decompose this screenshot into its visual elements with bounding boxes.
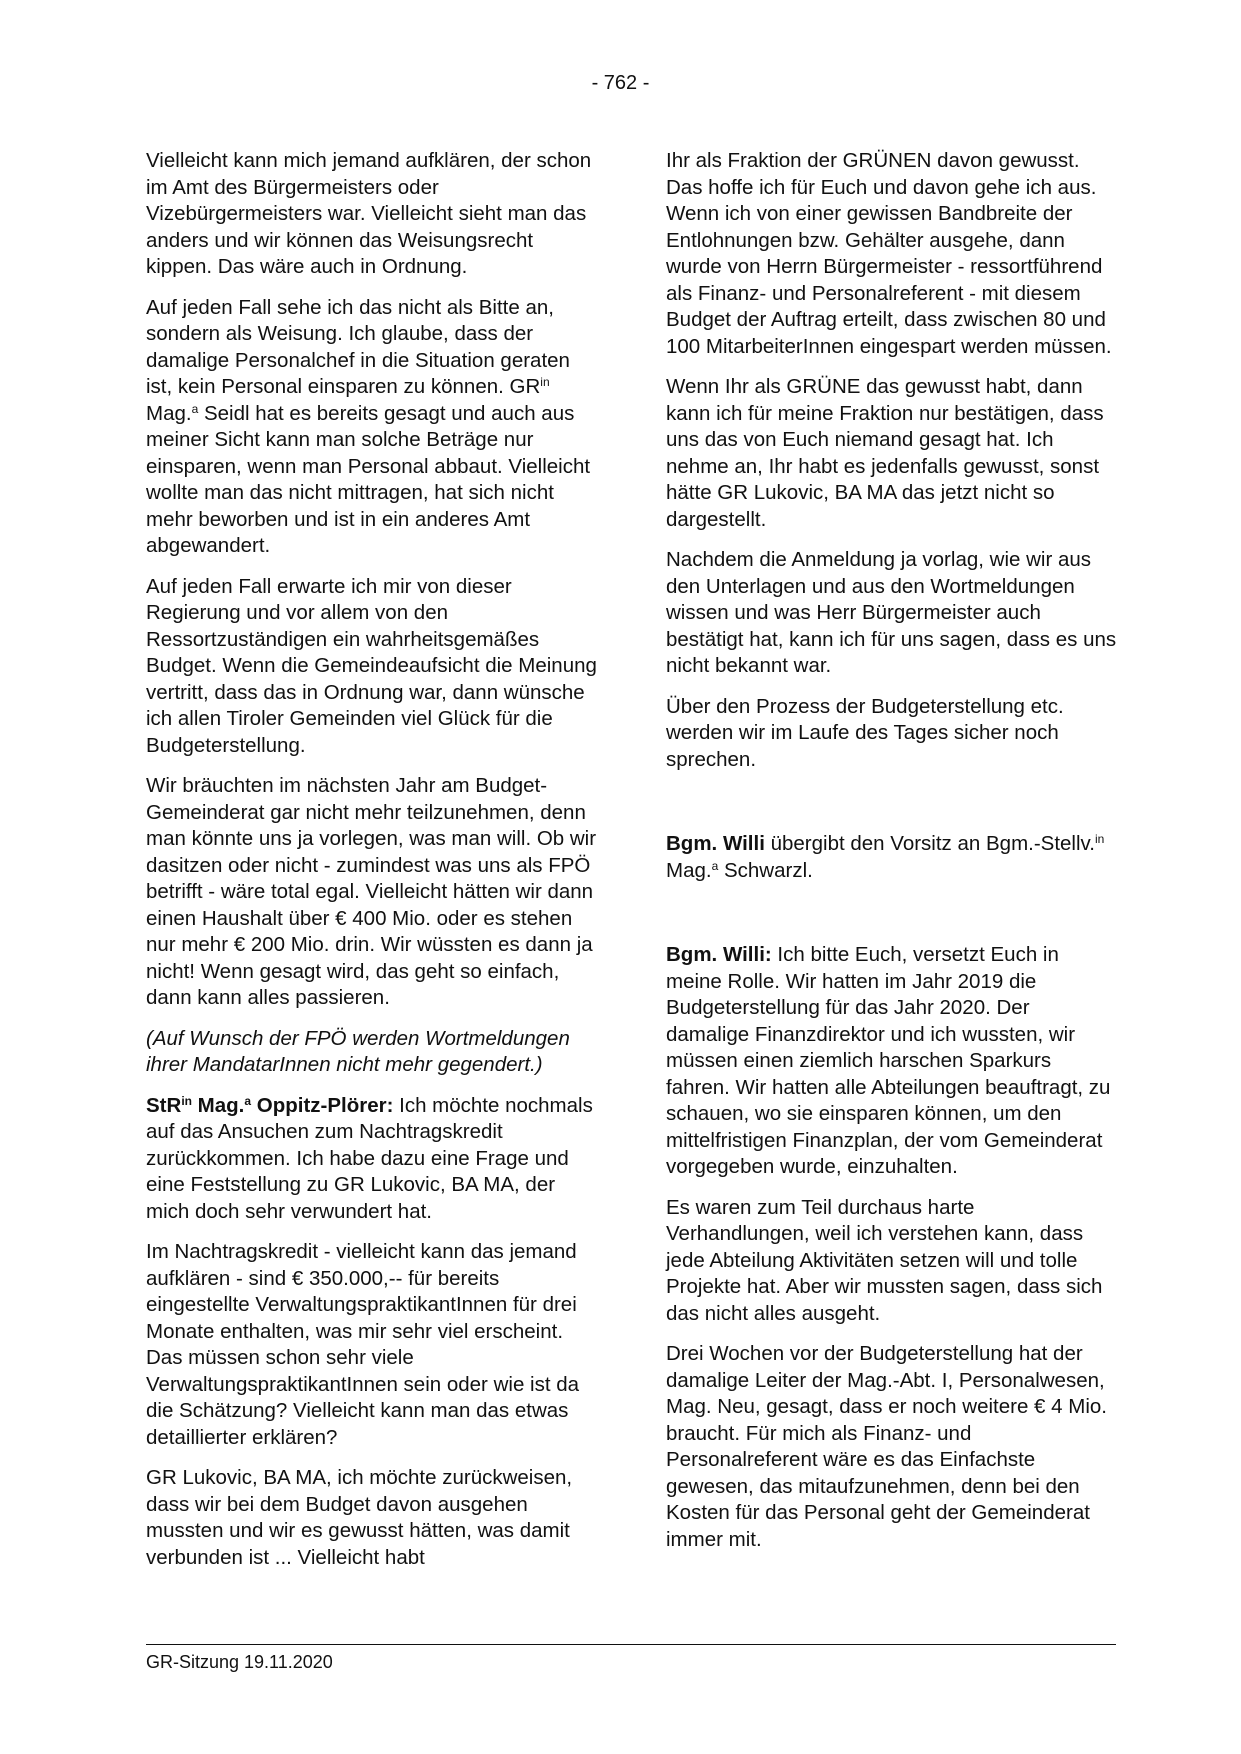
paragraph: Vielleicht kann mich jemand aufklären, der schon im Amt des Bürgermeisters oder Vizebürgermeisters war. Vielleicht sieht man das anders und wir können das Weisungsrecht kippen. Das wäre auch in Ordnung. (146, 149, 592, 278)
superscript: in (1094, 832, 1105, 846)
paragraph: Über den Prozess der Budgeterstellung etc. werden wir im Laufe des Tages sicher noch sprechen. (666, 694, 1064, 771)
paragraph: Es waren zum Teil durchaus harte Verhandlungen, weil ich verstehen kann, dass jede Abteilung Aktivitäten setzen will und tolle Projekte hat. Aber wir mussten sagen, dass sich das nicht alles ausgeht. (666, 1195, 1103, 1325)
spacer (666, 898, 1118, 942)
paragraph: Nachdem die Anmeldung ja vorlag, wie wir aus den Unterlagen und aus den Wortmeldungen wissen und was Herr Bürgermeister auch bestätigt hat, kann ich für uns sagen, dass es uns nicht bekannt war. (666, 548, 1117, 677)
superscript: a (711, 858, 719, 873)
speaker-name: Bgm. Willi (666, 832, 765, 855)
right-column (666, 148, 1118, 1567)
speaker-paragraph (146, 1093, 598, 1226)
paragraph: Auf jeden Fall erwarte ich mir von dieser Regierung und vor allem von den Ressortzuständigen ein wahrheitsgemäßes Budget. Wenn die Gemeindeaufsicht die Meinung vertritt, dass das in Ordnung war, dann wünsche ich allen Tiroler Gemeinden viel Glück für die Budgeterstellung. (146, 574, 597, 757)
procedural-note (666, 831, 1118, 884)
text: Schwarzl. (718, 858, 813, 882)
text: Mag. (146, 401, 192, 425)
paragraph: Drei Wochen vor der Budgeterstellung hat der damalige Leiter der Mag.-Abt. I, Personalwesen, Mag. Neu, gesagt, dass er noch weitere € 4 Mio. braucht. Für mich als Finanz- und Personalreferent wäre es das Einfachste gewesen, das mitaufzunehmen, denn bei den Kosten für das Personal geht der Gemeinderat immer mit. (666, 1342, 1107, 1551)
paragraph: Im Nachtragskredit - vielleicht kann das jemand aufklären - sind € 350.000,-- für bereits eingestellte VerwaltungspraktikantInnen für drei Monate enthalten, was mir sehr viel erscheint. Das müssen schon sehr viele VerwaltungspraktikantInnen sein oder wie ist da die Schätzung? Vielleicht kann man das etwas detaillierter erklären? (146, 1240, 580, 1449)
text: Ich möchte nochmals auf das Ansuchen zum Nachtragskredit zurückkommen. Ich habe dazu eine Frage und eine Feststellung zu GR Lukovic, BA MA, der mich doch sehr verwundert hat. (146, 1093, 593, 1223)
text: Mag. (666, 858, 712, 882)
speaker-name: StR$^{in}$ Mag.$^a$ Oppitz-Plörer: (146, 1093, 394, 1117)
page-number: - 762 - (591, 72, 650, 94)
text: Ich bitte Euch, versetzt Euch in meine Rolle. Wir hatten im Jahr 2019 die Budgeterstellung für das Jahr 2020. Der damalige Finanzdirektor und ich wussten, wir müssen einen ziemlich harschen Sparkurs fahren. Wir hatten alle Abteilungen beauftragt, zu schauen, wo sie einsparen können, um den mittelfristigen Finanzplan, der vom Gemeinderat vorgegeben wurde, einzuhalten. (666, 943, 1111, 1178)
footer-divider (146, 1644, 1116, 1645)
text: Seidl hat es bereits gesagt und auch aus meiner Sicht kann man solche Beträge nur einsparen, wenn man Personal abbaut. Vielleicht wollte man das nicht mittragen, hat sich nicht mehr beworben und ist in ein anderes Amt abgewandert. (146, 401, 591, 557)
paragraph: Wir bräuchten im nächsten Jahr am Budget-Gemeinderat gar nicht mehr teilzunehmen, denn man könnte uns ja vorlegen, was man will. Ob wir dasitzen oder nicht - zumindest was uns als FPÖ betrifft - wäre total egal. Vielleicht hätten wir dann einen Haushalt über € 400 Mio. oder es stehen nur mehr € 200 Mio. drin. Wir wüssten es dann ja nicht! Wenn gesagt wird, das geht so einfach, dann kann alles passieren. (146, 774, 597, 1009)
text: übergibt den Vorsitz an Bgm.-Stellv. (764, 832, 1095, 855)
left-column (146, 148, 598, 1585)
speaker-name: Bgm. Willi: (666, 943, 772, 966)
speaker-paragraph (666, 942, 1118, 1181)
superscript: a (191, 401, 199, 416)
paragraph: Ihr als Fraktion der GRÜNEN davon gewusst. Das hoffe ich für Euch und davon gehe ich aus. Wenn ich von einer gewissen Bandbreite der Entlohnungen bzw. Gehälter ausgehe, dann wurde von Herrn Bürgermeister - ressortführend als Finanz- und Personalreferent - mit diesem Budget der Auftrag erteilt, dass zwischen 80 und 100 MitarbeiterInnen eingespart werden müssen. (666, 149, 1112, 358)
text: Auf jeden Fall sehe ich das nicht als Bitte an, sondern als Weisung. Ich glaube, dass der damalige Personalchef in die Situation geraten ist, kein Personal einsparen zu können. GR (146, 295, 570, 398)
paragraph (146, 295, 598, 560)
paragraph: GR Lukovic, BA MA, ich möchte zurückweisen, dass wir bei dem Budget davon ausgehen mussten und wir es gewusst hätten, was damit verbunden ist ... Vielleicht habt (146, 1466, 573, 1569)
editorial-note: (Auf Wunsch der FPÖ werden Wortmeldungen ihrer MandatarInnen nicht mehr gegendert.) (146, 1026, 570, 1076)
superscript: in (540, 375, 550, 389)
spacer (666, 787, 1118, 831)
paragraph: Wenn Ihr als GRÜNE das gewusst habt, dann kann ich für meine Fraktion nur bestätigen, dass uns das von Euch niemand gesagt hat. Ich nehme an, Ihr habt es jedenfalls gewusst, sonst hätte GR Lukovic, BA MA das jetzt nicht so dargestellt. (666, 375, 1104, 531)
footer-text: GR-Sitzung 19.11.2020 (146, 1652, 333, 1672)
